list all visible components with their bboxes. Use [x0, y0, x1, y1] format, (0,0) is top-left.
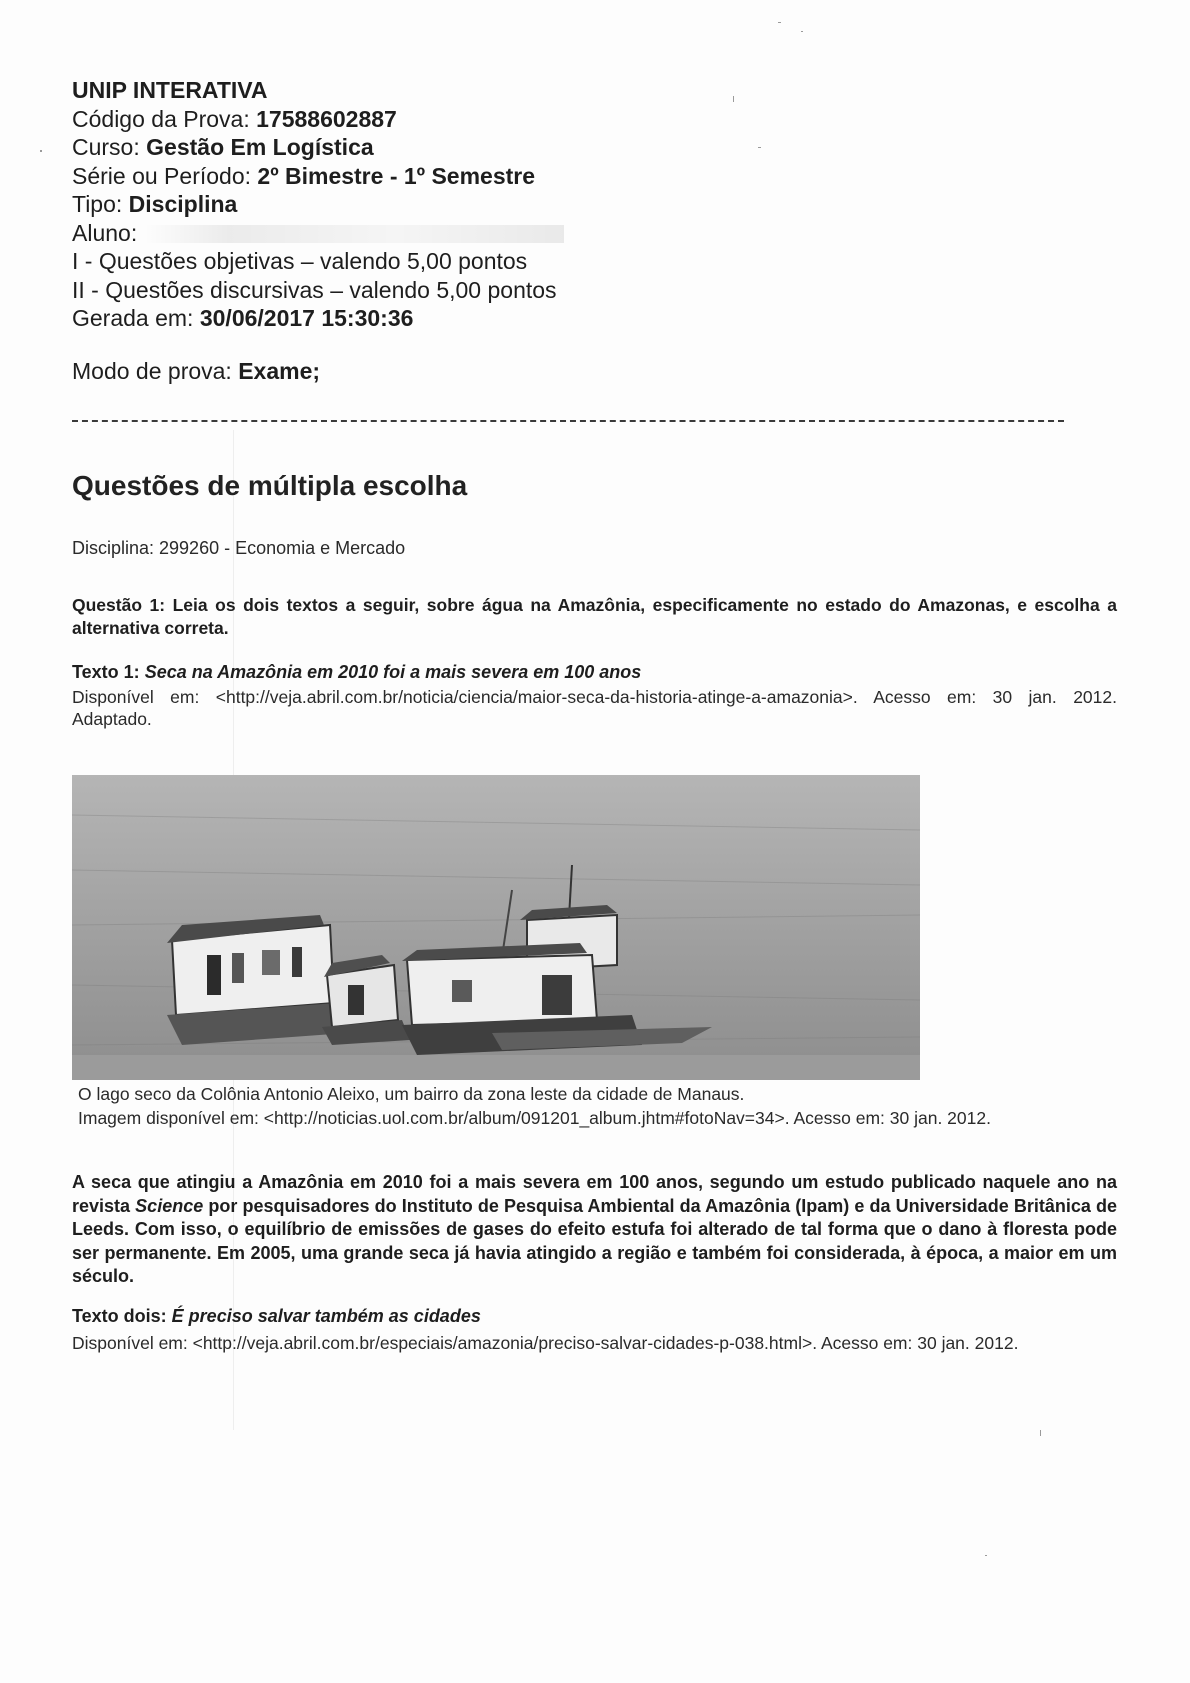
mode-value: Exame;: [238, 358, 321, 384]
scan-speck: [40, 150, 42, 152]
scan-speck: [801, 31, 803, 32]
paragraph-part1: A seca que atingiu a Amazônia em 2010 foi a mais severa em 100 anos, segundo um estudo publicado naquele ano na revista: [72, 1172, 1117, 1216]
period-line: [72, 162, 564, 191]
mode-label: Modo de prova:: [72, 358, 239, 384]
scan-speck: [733, 96, 734, 102]
student-line: [72, 219, 564, 248]
exam-mode: [72, 358, 320, 385]
generated-label: Gerada em:: [72, 305, 200, 331]
period-label: Série ou Período:: [72, 162, 258, 189]
type-line: [72, 190, 564, 219]
dashed-divider: [72, 420, 1064, 422]
text2-label: Texto dois:: [72, 1306, 172, 1326]
exam-code-label: Código da Prova:: [72, 105, 257, 132]
generated-value: 30/06/2017 15:30:36: [199, 305, 414, 331]
exam-code-line: [72, 105, 564, 134]
redacted-student-name: [144, 225, 564, 243]
section-title: Questões de múltipla escolha: [72, 470, 468, 501]
text1-heading: [72, 662, 641, 683]
course-value: Gestão Em Logística: [146, 134, 374, 160]
dry-lake-photo: [72, 775, 920, 1080]
course-label: Curso:: [72, 134, 147, 160]
photo-caption: O lago seco da Colônia Antonio Aleixo, um bairro da zona leste da cidade de Manaus.: [78, 1084, 745, 1104]
student-label: Aluno:: [72, 219, 144, 246]
generated-line: [72, 304, 564, 333]
scan-speck: [1040, 1430, 1041, 1436]
text1-title: Seca na Amazônia em 2010 foi a mais severa em 100 anos: [144, 662, 642, 682]
text2-source: Disponível em: <http://veja.abril.com.br/especiais/amazonia/preciso-salvar-cidades-p-038.html>. Acesso em: 30 jan. 2012.: [72, 1333, 1019, 1353]
scan-speck: [985, 1555, 987, 1556]
photo-source: Imagem disponível em: <http://noticias.uol.com.br/album/091201_album.jhtm#fotoNav=34>. Acesso em: 30 jan. 2012.: [78, 1108, 991, 1128]
text1-paragraph: [72, 1171, 1117, 1289]
question-1: [72, 594, 1117, 640]
exam-header: [72, 76, 564, 333]
period-value: 2º Bimestre - 1º Semestre: [257, 162, 536, 189]
question-1-label: Questão 1:: [72, 595, 166, 615]
exam-code-value: 17588602887: [256, 105, 397, 132]
houseboat-left: [167, 915, 347, 1045]
scan-speck: [758, 147, 761, 148]
institution-name: UNIP INTERATIVA: [72, 77, 268, 103]
institution-line: [72, 76, 564, 105]
text2-title: É preciso salvar também as cidades: [171, 1306, 481, 1326]
discipline-line: Disciplina: 299260 - Economia e Mercado: [72, 538, 406, 558]
text1-label: Texto 1:: [72, 662, 145, 682]
type-label: Tipo:: [72, 191, 129, 217]
paragraph-journal: Science: [135, 1195, 204, 1216]
text2-heading: [72, 1306, 481, 1327]
type-value: Disciplina: [128, 191, 238, 217]
scan-speck: [778, 22, 781, 23]
objective-line: I - Questões objetivas – valendo 5,00 pontos: [72, 248, 528, 274]
course-line: [72, 133, 564, 162]
discursive-line: II - Questões discursivas – valendo 5,00 pontos: [72, 276, 557, 303]
paragraph-part2: por pesquisadores do Instituto de Pesquisa Ambiental da Amazônia (Ipam) e da Universidade Britânica de Leeds. Com isso, o equilíbrio de emissões de gases do efeito estufa foi alterado de tal forma que o dano à floresta pode ser permanente. Em 2005, uma grande seca já havia atingido a região e também foi considerada, à época, a maior em um século.: [72, 1195, 1117, 1286]
text1-source: Disponível em: <http://veja.abril.com.br/noticia/ciencia/maior-seca-da-historia-atinge-a-amazonia>. Acesso em: 30 jan. 2012. Adaptado.: [72, 687, 1117, 729]
question-1-prompt: Leia os dois textos a seguir, sobre água na Amazônia, especificamente no estado do Amazonas, e escolha a alternativa correta.: [72, 595, 1117, 638]
